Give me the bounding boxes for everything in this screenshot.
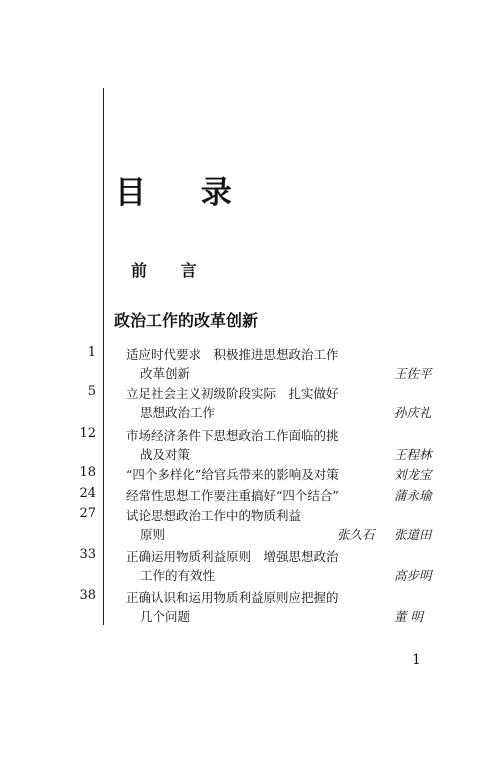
- entry-author: 张道田: [394, 527, 432, 542]
- entry-author: 董 明: [394, 609, 423, 624]
- entry-title-line1: 试论思想政治工作中的物质利益: [126, 508, 302, 523]
- entry-author: 刘龙宝: [394, 467, 432, 482]
- entry-author: 王佐平: [394, 366, 432, 381]
- entry-title-line2: 工作的有效性: [140, 568, 216, 583]
- entry-title-line1: 适应时代要求 积极推进思想政治工作: [126, 347, 339, 362]
- entry-title-line1: 市场经济条件下思想政治工作面临的挑: [126, 428, 339, 443]
- entry-author: 高步明: [394, 568, 432, 583]
- toc-preface-link[interactable]: 前 言: [131, 261, 211, 280]
- section-heading: 政治工作的改革创新: [114, 311, 259, 330]
- page-number: 1: [87, 345, 96, 360]
- vertical-rule: [103, 88, 104, 625]
- entry-author: 蒲永瑜: [394, 488, 432, 503]
- page-number: 27: [79, 506, 96, 521]
- page-number: 12: [79, 426, 96, 441]
- entry-title-line1: 正确认识和运用物质利益原则应把握的: [126, 590, 339, 605]
- page-number: 5: [87, 384, 96, 399]
- entry-title-line2: 原则: [140, 527, 166, 542]
- toc-title: 目 录: [115, 175, 254, 211]
- entry-title-line1: 经常性思想工作要注重搞好“四个结合”: [126, 488, 339, 503]
- page-number: 38: [79, 588, 96, 603]
- entry-title-line2: 思想政治工作: [140, 405, 216, 420]
- page-number: 33: [79, 547, 96, 562]
- entry-title-line1: 立足社会主义初级阶段实际 扎实做好: [126, 386, 339, 401]
- entry-title-line2: 战及对策: [140, 447, 191, 462]
- entry-author: 孙庆礼: [394, 405, 432, 420]
- page-number: 18: [79, 465, 96, 480]
- entry-title-line1: “四个多样化”给官兵带来的影响及对策: [126, 467, 339, 482]
- entry-title-line2: 几个问题: [140, 609, 191, 624]
- entry-author: 王程林: [394, 447, 432, 462]
- entry-title-line1: 正确运用物质利益原则 增强思想政治: [126, 549, 339, 564]
- entry-title-line2: 改革创新: [140, 366, 191, 381]
- entry-author: 张久石: [337, 527, 375, 542]
- folio-page-number: 1: [412, 652, 421, 668]
- page-number: 24: [79, 486, 96, 501]
